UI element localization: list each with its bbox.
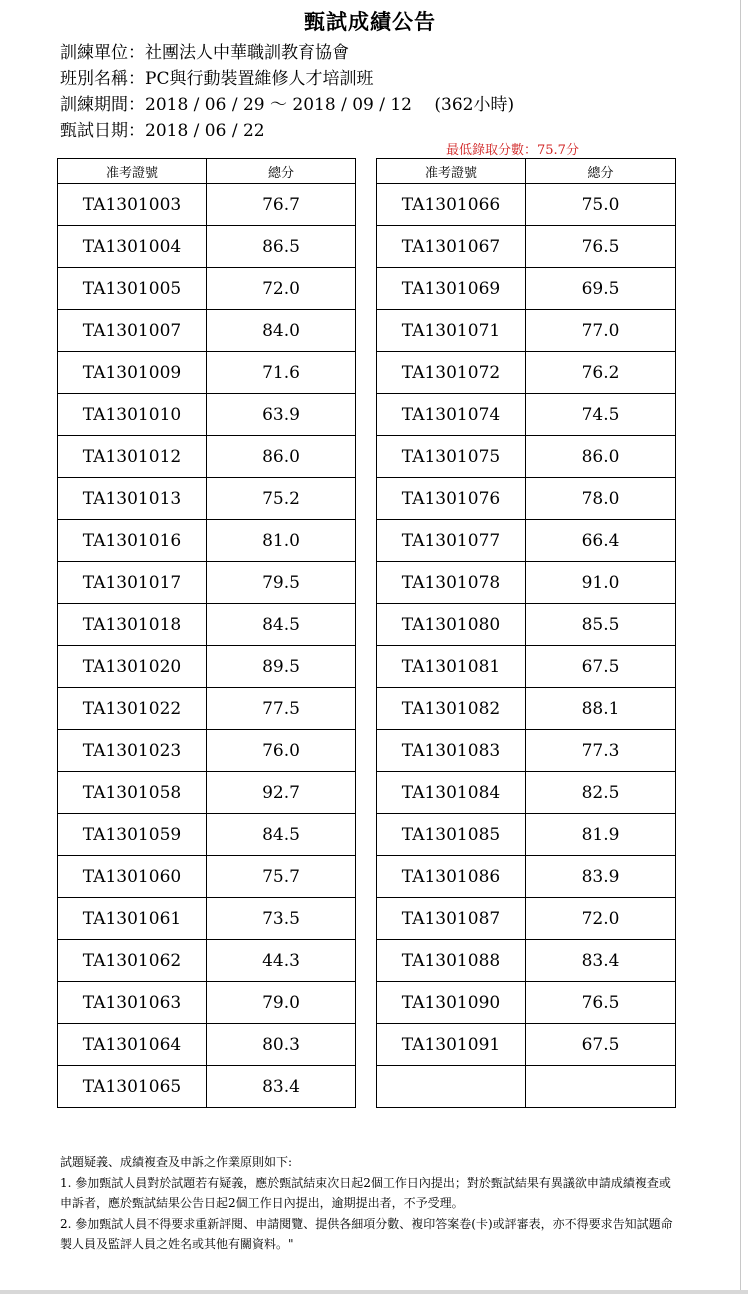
table-row [58,184,356,226]
column-header-total-score: 總分 [526,159,676,184]
minimum-admission-score: 最低錄取分數：75.7分 [446,143,579,158]
table-row [58,268,356,310]
total-score-cell: 91.0 [526,562,676,604]
total-score-cell: 77.0 [526,310,676,352]
table-row [377,730,676,772]
total-score-cell: 69.5 [526,268,676,310]
table-row [377,268,676,310]
exam-number-cell: TA1301016 [58,520,207,562]
exam-number-cell: TA1301003 [58,184,207,226]
exam-number-cell: TA1301009 [58,352,207,394]
table-row [58,226,356,268]
table-row [58,520,356,562]
table-row [377,562,676,604]
exam-number-cell: TA1301061 [58,898,207,940]
table-row [377,226,676,268]
exam-number-cell: TA1301072 [377,352,526,394]
total-score-cell: 92.7 [207,772,356,814]
exam-number-cell: TA1301018 [58,604,207,646]
exam-number-cell: TA1301063 [58,982,207,1024]
exam-number-cell: TA1301059 [58,814,207,856]
exam-number-cell: TA1301069 [377,268,526,310]
total-score-cell [526,1066,676,1108]
exam-number-cell: TA1301074 [377,394,526,436]
exam-number-cell: TA1301067 [377,226,526,268]
table-row [377,604,676,646]
total-score-cell: 86.5 [207,226,356,268]
table-row [58,856,356,898]
table-row [377,940,676,982]
total-score-cell: 79.5 [207,562,356,604]
table-row [377,352,676,394]
exam-number-cell: TA1301084 [377,772,526,814]
column-header-exam-number: 准考證號 [58,159,207,184]
total-score-cell: 84.5 [207,814,356,856]
table-row [58,1024,356,1066]
total-score-cell: 76.2 [526,352,676,394]
table-row [58,898,356,940]
total-score-cell: 76.5 [526,226,676,268]
exam-number-cell: TA1301075 [377,436,526,478]
total-score-cell: 83.4 [207,1066,356,1108]
table-row [58,604,356,646]
total-score-cell: 67.5 [526,1024,676,1066]
table-row [377,646,676,688]
exam-number-cell: TA1301013 [58,478,207,520]
exam-number-cell: TA1301078 [377,562,526,604]
total-score-cell: 66.4 [526,520,676,562]
notes-item-1: 1. 參加甄試人員對於試題若有疑義，應於甄試結束次日起2個工作日內提出；對於甄試結果有異議欲申請成績複查或申訴者，應於甄試結果公告日起2個工作日內提出，逾期提出者，不予受理。 [60,1175,671,1210]
total-score-cell: 78.0 [526,478,676,520]
table-row [377,310,676,352]
total-score-cell: 76.7 [207,184,356,226]
exam-number-cell: TA1301071 [377,310,526,352]
table-row [377,1066,676,1108]
class-name: 班別名稱：PC與行動裝置維修人才培訓班 [60,69,374,89]
total-score-cell: 88.1 [526,688,676,730]
column-header-total-score: 總分 [207,159,356,184]
exam-number-cell: TA1301087 [377,898,526,940]
table-row [377,478,676,520]
total-score-cell: 86.0 [526,436,676,478]
table-row [377,184,676,226]
exam-number-cell: TA1301082 [377,688,526,730]
table-row [58,310,356,352]
page-title: 甄試成績公告 [304,9,436,34]
table-row [58,688,356,730]
total-score-cell: 89.5 [207,646,356,688]
exam-number-cell: TA1301062 [58,940,207,982]
total-score-cell: 74.5 [526,394,676,436]
exam-number-cell: TA1301023 [58,730,207,772]
total-score-cell: 75.7 [207,856,356,898]
table-row [58,730,356,772]
total-score-cell: 72.0 [207,268,356,310]
exam-number-cell: TA1301077 [377,520,526,562]
table-row [377,688,676,730]
column-header-exam-number: 准考證號 [377,159,526,184]
total-score-cell: 84.5 [207,604,356,646]
total-score-cell: 81.9 [526,814,676,856]
notes-item-2: 2. 參加甄試人員不得要求重新評閱、申請閱覽、提供各細項分數、複印答案卷(卡)或評審表，亦不得要求告知試題命製人員及監評人員之姓名或其他有關資料。" [60,1216,673,1251]
total-score-cell: 76.5 [526,982,676,1024]
table-row [377,394,676,436]
notes-heading: 試題疑義、成績複查及申訴之作業原則如下: [60,1155,293,1169]
exam-number-cell: TA1301083 [377,730,526,772]
exam-number-cell: TA1301064 [58,1024,207,1066]
table-row [58,772,356,814]
exam-number-cell: TA1301081 [377,646,526,688]
total-score-cell: 76.0 [207,730,356,772]
table-row [58,394,356,436]
exam-number-cell: TA1301091 [377,1024,526,1066]
total-score-cell: 44.3 [207,940,356,982]
table-row [58,940,356,982]
score-table-right [376,158,676,1108]
exam-number-cell: TA1301010 [58,394,207,436]
table-row [377,856,676,898]
exam-number-cell: TA1301022 [58,688,207,730]
training-unit: 訓練單位：社團法人中華職訓教育協會 [60,43,349,63]
total-score-cell: 63.9 [207,394,356,436]
table-row [377,436,676,478]
total-score-cell: 75.2 [207,478,356,520]
table-row [58,814,356,856]
table-row [58,1066,356,1108]
total-score-cell: 79.0 [207,982,356,1024]
total-score-cell: 71.6 [207,352,356,394]
exam-number-cell: TA1301058 [58,772,207,814]
total-score-cell: 67.5 [526,646,676,688]
exam-number-cell: TA1301005 [58,268,207,310]
exam-number-cell: TA1301012 [58,436,207,478]
total-score-cell: 82.5 [526,772,676,814]
exam-number-cell [377,1066,526,1108]
exam-number-cell: TA1301090 [377,982,526,1024]
total-score-cell: 83.9 [526,856,676,898]
exam-number-cell: TA1301080 [377,604,526,646]
exam-number-cell: TA1301076 [377,478,526,520]
exam-number-cell: TA1301085 [377,814,526,856]
score-table-left [57,158,356,1108]
exam-number-cell: TA1301065 [58,1066,207,1108]
appeal-notes [60,1152,680,1255]
exam-number-cell: TA1301020 [58,646,207,688]
total-score-cell: 77.3 [526,730,676,772]
table-row [377,1024,676,1066]
exam-number-cell: TA1301060 [58,856,207,898]
total-score-cell: 72.0 [526,898,676,940]
exam-number-cell: TA1301007 [58,310,207,352]
training-period: 訓練期間：2018 / 06 / 29 ～ 2018 / 09 / 12 (362小時) [60,95,515,115]
table-row [58,478,356,520]
table-row [377,898,676,940]
exam-number-cell: TA1301066 [377,184,526,226]
total-score-cell: 85.5 [526,604,676,646]
table-header-row [58,159,356,184]
total-score-cell: 77.5 [207,688,356,730]
total-score-cell: 75.0 [526,184,676,226]
frame-border-bottom [0,1290,748,1294]
table-row [58,646,356,688]
exam-number-cell: TA1301086 [377,856,526,898]
table-row [377,982,676,1024]
total-score-cell: 83.4 [526,940,676,982]
table-header-row [377,159,676,184]
table-row [58,562,356,604]
table-row [58,352,356,394]
exam-number-cell: TA1301088 [377,940,526,982]
exam-date: 甄試日期：2018 / 06 / 22 [60,121,265,141]
total-score-cell: 84.0 [207,310,356,352]
total-score-cell: 73.5 [207,898,356,940]
total-score-cell: 86.0 [207,436,356,478]
exam-number-cell: TA1301004 [58,226,207,268]
table-row [377,772,676,814]
frame-border-right [740,0,741,1294]
table-row [377,520,676,562]
total-score-cell: 81.0 [207,520,356,562]
table-row [58,982,356,1024]
table-row [377,814,676,856]
total-score-cell: 80.3 [207,1024,356,1066]
exam-number-cell: TA1301017 [58,562,207,604]
table-row [58,436,356,478]
